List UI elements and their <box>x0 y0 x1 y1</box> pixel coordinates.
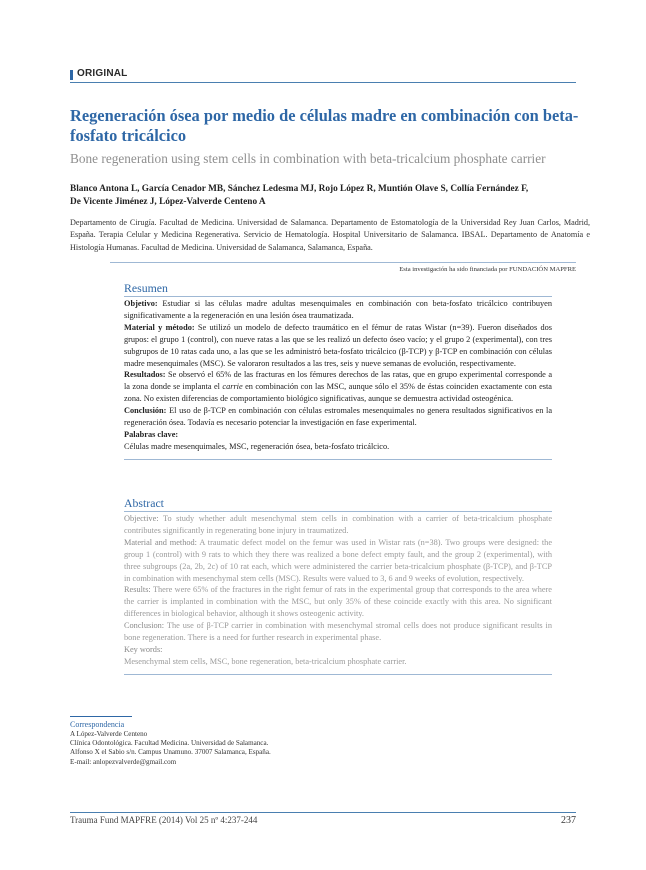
section-label <box>70 68 576 83</box>
abstract-objective <box>124 513 552 537</box>
correspondence-email: E-mail: anlopezvalverde@gmail.com <box>70 757 177 766</box>
resumen-resultados-em: carrie <box>222 382 243 392</box>
abstract-objective-label: Objective: <box>124 514 159 523</box>
correspondence-heading: Correspondencia <box>70 720 125 729</box>
correspondence-name: A López-Valverde Centeno <box>70 730 148 738</box>
resumen-conclusion <box>124 405 552 429</box>
abstract-keywords-label: Key words: <box>124 644 163 654</box>
resumen-keywords-label: Palabras clave: <box>124 429 179 439</box>
title-english: Bone regeneration using stem cells in combination with beta-tricalcium phosphate carrier <box>70 151 546 166</box>
resumen-section <box>124 281 552 460</box>
page-footer <box>70 812 576 825</box>
resumen-material-label: Material y método: <box>124 322 195 332</box>
section-label-text: ORIGINAL <box>77 68 128 79</box>
page-number: 237 <box>561 815 576 826</box>
abstract-results <box>124 584 552 620</box>
affiliation: Departamento de Cirugía. Facultad de Medicina. Universidad de Salamanca. Departamento de Estomatología de la Universidad Rey Juan Carlos, Madrid, España. Terapia Celular y Medicina Regenerativa. Servicio de Hematología. Hospital Universitario de Salamanca. IBSAL. Departamento de Anatomía e Histología Humanas. Facultad de Medicina. Universidad de Salamanca, Salamanca, España. <box>70 218 590 252</box>
abstract-heading: Abstract <box>124 496 552 512</box>
abstract-keywords: Mesenchymal stem cells, MSC, bone regeneration, beta-tricalcium phosphate carrier. <box>124 656 407 666</box>
resumen-heading: Resumen <box>124 281 552 297</box>
title-spanish: Regeneración ósea por medio de células madre en combinación con beta-fosfato tricálcico <box>70 106 579 145</box>
resumen-material <box>124 322 552 370</box>
abstract-conclusion-text: The use of β-TCP carrier in combination with mesenchymal stromal cells does not produce significant results in bone regeneration. There is a need for further research in experimental phase. <box>124 621 552 643</box>
correspondence-rule <box>70 716 132 717</box>
resumen-keywords: Células madre mesenquimales, MSC, regeneración ósea, beta-fosfato tricálcico. <box>124 441 390 451</box>
resumen-resultados <box>124 369 552 405</box>
authors-line-1: Blanco Antona L, García Cenador MB, Sánchez Ledesma MJ, Rojo López R, Muntión Olave S, Collía Fernández F, <box>70 184 529 194</box>
abstract-conclusion <box>124 620 552 644</box>
resumen-resultados-label: Resultados: <box>124 370 166 380</box>
abstract-divider <box>124 668 552 675</box>
correspondence-institution: Clínica Odontológica. Facultad Medicina. Universidad de Salamanca. <box>70 739 269 748</box>
section-marker <box>70 70 73 80</box>
resumen-resultados-text-a: Se observó el 65% de las fracturas en los fémures derechos de las ratas, que en grupo experimental corresponde a la zona donde se implanta el <box>124 370 552 392</box>
abstract-method <box>124 537 552 585</box>
abstract-method-text: A traumatic defect model on the femur was used in Wistar rats (n=38). Two groups were designed: the group 1 (control) with 9 rats to which they there was realized a bone defect empty fault, and the group 2 (experimental), with three subgroups (2a, 2b, 2c) of 10 rat each, which were administered the carrier beta-tricalcium phosphate (β-TCP), and β-TCP in combination with mesenchymal stem cells (MSC). Results were valued to 3, 6 and 9 weeks of evolution, respectively. <box>124 537 552 583</box>
journal-citation: Trauma Fund MAPFRE (2014) Vol 25 nº 4:237-244 <box>70 815 258 825</box>
resumen-objetivo-label: Objetivo: <box>124 299 158 308</box>
resumen-material-text: Se utilizó un modelo de defecto traumático en el fémur de ratas Wistar (n=39). Fueron diseñados dos grupos: el grupo 1 (control), con nueve ratas a las que se les realizó un defecto óseo vacío; y el grupo 2 (experimental), con tres subgrupos de 10 ratas cada uno, a las que se les administró beta-fosfato tricálcico (β-TCP) y β-TCP en combinación con células madre mesenquimales (MSC). Se valoraron resultados a las tres, seis y nueve semanas de evolución, respectivamente. <box>124 322 552 368</box>
correspondence-address: Alfonso X el Sabio s/n. Campus Unamuno. 37007 Salamanca, España. <box>70 748 271 757</box>
abstract-objective-text: To study whether adult mesenchymal stem cells in combination with a carrier of beta-tricalcium phosphate contributes significantly in regenerating bone injury in traumatized. <box>124 514 552 535</box>
resumen-objetivo-text: Estudiar si las células madre adultas mesenquimales en combinación con beta-fosfato tricálcico contribuyen significativamente a la regeneración en una lesión ósea traumatizada. <box>124 299 553 320</box>
correspondence <box>70 719 370 767</box>
funding-note: Esta investigación ha sido financiada por FUNDACIÓN MAPFRE <box>110 262 576 273</box>
resumen-resultados-text-b: en combinación con las MSC, aunque sólo el 35% de éstas coinciden exactamente con esta zona. No existen diferencias de comportamiento biológico significativas, aunque se demuestra actividad osteogénica. <box>124 382 552 404</box>
authors-line-2: De Vicente Jiménez J, López-Valverde Centeno A <box>70 197 266 207</box>
abstract-conclusion-label: Conclusion: <box>124 621 165 631</box>
resumen-objetivo <box>124 298 552 322</box>
abstract-method-label: Material and method: <box>124 537 197 547</box>
resumen-conclusion-label: Conclusión: <box>124 406 167 416</box>
resumen-divider <box>124 453 552 460</box>
abstract-section <box>124 496 552 675</box>
abstract-results-label: Results: <box>124 585 151 595</box>
resumen-conclusion-text: El uso de β-TCP en combinación con células estromales mesenquimales no genera resultados significativos en la regeneración ósea. Todavía es necesario potenciar la investigación en fase experimental. <box>124 406 553 428</box>
authors <box>70 183 590 209</box>
abstract-results-text: There were 65% of the fractures in the right femur of rats in the experimental group that corresponds to the area where the carrier is implanted in combination with the MSC, but only 35% of these coincide exactly with this area. No significant differences in biological behavior, although it shows osteogenic activity. <box>124 585 552 619</box>
